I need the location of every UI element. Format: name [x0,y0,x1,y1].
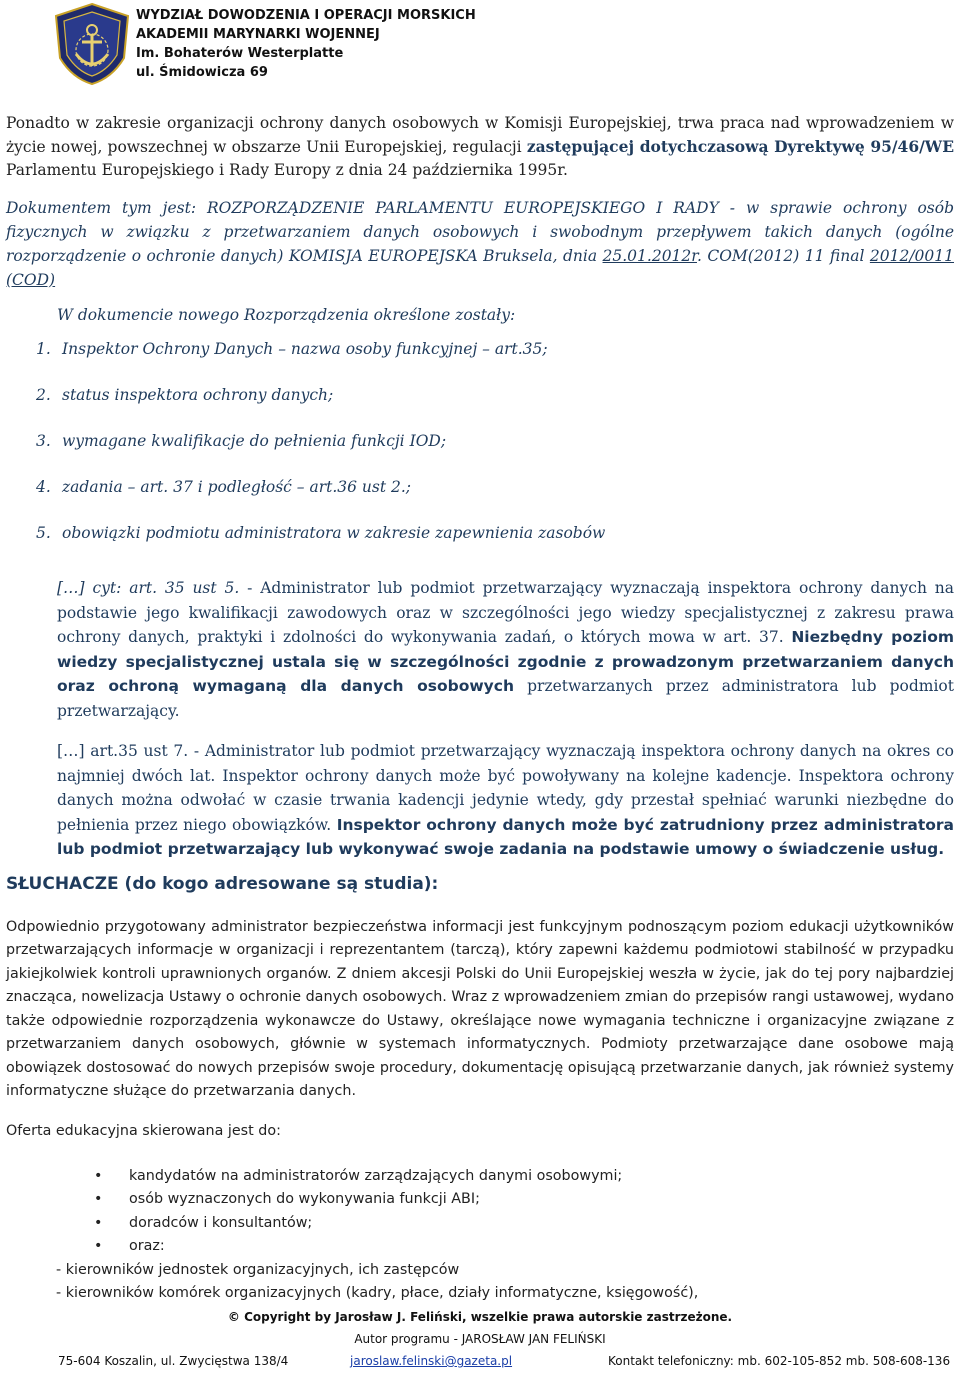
text-run: […] art.35 ust 7. - Administrator lub podmiot przetwarzający wyznaczają inspektora ochrony danych na okres co najmniej dwóch lat. Inspektor ochrony danych może być powoływany na kolejne kadencje. Inspektora ochrony danych można odwołać w czasie trwania kadencji jedynie wtedy, gdy przestał spełniać warunki niezbędne do pełnienia przez niego obowiązków. [57,742,954,834]
quote-art35-ust5 [57,576,954,723]
list-item [36,432,954,478]
item-text: obowiązki podmiotu administratora w zakresie zapewnienia zasobów [62,524,606,542]
offer-intro: Oferta edukacyjna skierowana jest do: [6,1122,281,1139]
institution-address [136,6,476,82]
item-text: wymagane kwalifikacje do pełnienia funkcji IOD; [62,432,447,450]
list-intro: W dokumencie nowego Rozporządzenia określone zostały: [57,306,516,324]
letterhead [52,2,476,86]
phone-text: Kontakt telefoniczny: mb. 602-105-852 mb. 508-608-136 [608,1354,951,1368]
document-body [6,112,954,1306]
list-item [36,478,954,524]
naval-academy-emblem-icon [52,2,132,86]
emphasis-text: Niezbędny poziom wiedzy specjalistycznej ustala się w szczególności zgodnie z prowadzonym przetwarzaniem danych oraz ochroną wymaganą dla danych osobowych [57,628,954,695]
copyright-line: © Copyright by Jarosław J. Feliński, wszelkie prawa autorskie zastrzeżone. [227,1310,733,1324]
text-run: - Administrator lub podmiot przetwarzający wyznaczają inspektora ochrony danych na podstawie jego kwalifikacji zawodowych oraz w szczególności jego wiedzy specjalistycznej z zakresu prawa ochrony danych, praktyki i zdolności do wykonywania zadań, o których mowa w art. 37. [57,579,955,646]
intro-paragraph [6,112,954,182]
reference-underlined: 2012/0011 (COD) [6,247,954,289]
author-line: Autor programu - JAROSŁAW JAN FELIŃSKI [354,1332,606,1346]
list-item: • kandydatów na administratorów zarządzających danymi osobowymi; [94,1165,954,1189]
list-item [36,386,954,432]
item-text: status inspektora ochrony danych; [62,386,334,404]
header-line: WYDZIAŁ DOWODZENIA I OPERACJI MORSKICH [136,8,476,23]
text-run: Ponadto w zakresie organizacji ochrony danych osobowych w Komisji Europejskiej, trwa praca nad wprowadzeniem w życie nowej, powszechnej w obszarze Unii Europejskiej, regulacji [6,114,954,156]
citation: […] cyt: art. 35 ust 5. [57,579,240,597]
item-number: 4. [36,478,51,496]
emphasis-text: Inspektor ochrony danych może być zatrudniony przez administratora lub podmiot przetwarzający lub wykonywać swoje zadania na podstawie umowy o świadczenie usług. [57,815,955,858]
header-line: Im. Bohaterów Westerplatte [136,46,344,61]
body-paragraph: Odpowiednio przygotowany administrator bezpieczeństwa informacji jest funkcyjnym podnoszącym poziom edukacji użytkowników przetwarzających informacje w organizacji i reprezentantem (tarczą), który zapewni każdemu podmiotowi stabilność w przypadku jakiejkolwiek kontroli uprawnionych organów. Z dniem akcesji Polski do Unii Europejskiej weszła w życie, jak do tej pory najbardziej znacząca, nowelizacja Ustawy o ochronie danych osobowych. Wraz z wprowadzeniem zmian do przepisów rangi ustawowej, wydano także odpowiednie rozporządzenia wykonawcze do Ustawy, określające nowe wymagania techniczne i organizacyjne związane z przetwarzaniem danych osobowych, głównie w systemach informatycznych. Podmioty przetwarzające dane osobowe mają obowiązek dostosować do nowych przepisów swoje procedury, dokumentację opisującą przetwarzanie danych, jak również systemy informatyczne służące do przetwarzania danych. [6,918,954,1099]
list-item: • oraz: [94,1235,954,1259]
quote-art35-ust7 [57,739,954,862]
text-run: . COM(2012) 11 final [696,247,870,265]
item-number: 3. [36,432,51,450]
item-text: Inspektor Ochrony Danych – nazwa osoby funkcyjnej – art.35; [62,340,548,358]
header-line: ul. Śmidowicza 69 [136,65,268,80]
header-line: AKADEMII MARYNARKI WOJENNEJ [136,27,380,42]
text-run: przetwarzanych przez administratora lub podmiot przetwarzający. [57,677,954,720]
item-number: 5. [36,524,51,542]
dash-item: - kierowników komórek organizacyjnych (kadry, płace, działy informatyczne, księgowość), [56,1285,699,1301]
item-number: 2. [36,386,51,404]
audience-list [6,1165,954,1259]
item-number: 1. [36,340,51,358]
list-item: • osób wyznaczonych do wykonywania funkcji ABI; [94,1188,954,1212]
text-run: Dokumentem tym jest: ROZPORZĄDZENIE PARLAMENTU EUROPEJSKIEGO I RADY - w sprawie ochrony osób fizycznych w związku z przetwarzaniem danych osobowych i swobodnym przepływem takich danych (ogólne rozporządzenie o ochronie danych) KOMISJA EUROPEJSKA Bruksela, dnia [6,199,954,265]
list-item [36,340,954,386]
numbered-list [6,340,954,562]
date-underlined: 25.01.2012r [602,247,697,265]
email-link[interactable]: jaroslaw.felinski@gazeta.pl [350,1354,513,1368]
list-item [36,524,954,562]
address-text: 75-604 Koszalin, ul. Zwycięstwa 138/4 [58,1354,289,1368]
item-text: zadania – art. 37 i podległość – art.36 ust 2.; [62,478,412,496]
emphasis-text: zastępującej dotychczasową Dyrektywę 95/46/WE [526,137,955,156]
text-run: Parlamentu Europejskiego i Rady Europy z dnia 24 października 1995r. [6,161,568,179]
list-item: • doradców i konsultantów; [94,1212,954,1236]
dash-item: - kierowników jednostek organizacyjnych, ich zastępców [56,1261,460,1278]
regulation-paragraph [6,196,954,292]
section-title: SŁUCHACZE (do kogo adresowane są studia): [6,873,439,894]
